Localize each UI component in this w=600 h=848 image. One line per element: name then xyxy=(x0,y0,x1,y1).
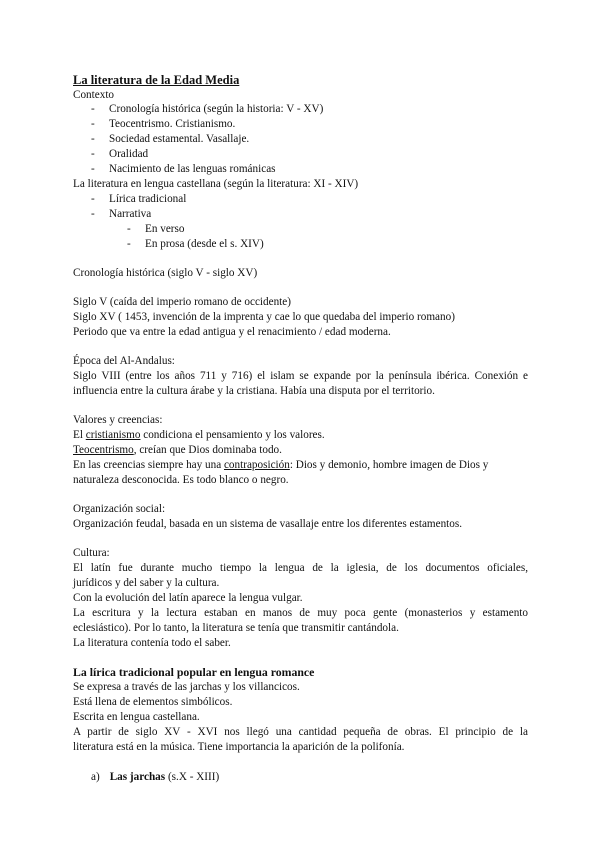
paragraph-line: El latín fue durante mucho tiempo la lengua de la iglesia, de los documentos oficiales, xyxy=(73,562,528,574)
cronologia-heading: Cronología histórica (siglo V - siglo XV) xyxy=(73,267,258,279)
valores-heading: Valores y creencias: xyxy=(73,414,163,426)
list-item: Sociedad estamental. Vasallaje. xyxy=(109,133,250,145)
underlined-term: contraposición xyxy=(223,459,290,471)
bullet-dash: - xyxy=(91,133,95,145)
paragraph-line: A partir de siglo XV - XVI nos llegó una cantidad pequeña de obras. El principio de la xyxy=(73,726,528,738)
bullet-dash: - xyxy=(91,118,95,130)
andalus-heading: Época del Al-Andalus: xyxy=(73,355,175,367)
paragraph-line: La literatura contenía todo el saber. xyxy=(73,637,231,649)
text-run: , creían que Dios dominaba todo. xyxy=(133,444,282,456)
list-item: Nacimiento de las lenguas románicas xyxy=(109,163,276,175)
bullet-dash: - xyxy=(127,223,131,235)
paragraph-line: eclesiástico). Por lo tanto, la literatura se tenía que transmitir cantándola. xyxy=(73,622,399,634)
text-run: condiciona el pensamiento y los valores. xyxy=(140,429,325,441)
paragraph-line: Siglo XV ( 1453, invención de la imprenta y cae lo que quedaba del imperio romano) xyxy=(73,311,455,323)
lirica-heading: La lírica tradicional popular en lengua romance xyxy=(73,665,315,679)
text-run: En las creencias siempre hay una xyxy=(73,459,224,471)
jarchas-item xyxy=(91,770,219,785)
paragraph-line: Siglo V (caída del imperio romano de occidente) xyxy=(73,296,291,308)
organizacion-heading: Organización social: xyxy=(73,503,166,515)
bullet-dash: - xyxy=(91,148,95,160)
underlined-term: Teocentrismo xyxy=(73,444,134,456)
paragraph-line: Siglo VIII (entre los años 711 y 716) el islam se expande por la península ibérica. Conexión e xyxy=(73,370,528,382)
list-item: Lírica tradicional xyxy=(109,193,187,205)
bullet-dash: - xyxy=(127,238,131,250)
paragraph-line: influencia entre la cultura árabe y la cristiana. Había una disputa por el territorio. xyxy=(73,385,435,397)
paragraph-line: Con la evolución del latín aparece la lengua vulgar. xyxy=(73,592,303,604)
paragraph-line xyxy=(73,428,325,443)
sub-list-item: En verso xyxy=(145,223,185,235)
sub-list-item: En prosa (desde el s. XIV) xyxy=(145,238,264,250)
jarchas-label: Las jarchas xyxy=(109,771,166,783)
list-item: Cronología histórica (según la historia: V - XV) xyxy=(109,103,324,115)
list-marker: a) xyxy=(91,771,100,783)
paragraph-line: Escrita en lengua castellana. xyxy=(73,711,200,723)
paragraph-line: La escritura y la lectura estaban en manos de muy poca gente (monasterios y estamento xyxy=(73,607,528,619)
paragraph-line: Organización feudal, basada en un sistema de vasallaje entre los diferentes estamentos. xyxy=(73,518,463,530)
paragraph-line: Se expresa a través de las jarchas y los villancicos. xyxy=(73,681,300,693)
bullet-dash: - xyxy=(91,103,95,115)
text-run: : Dios y demonio, hombre imagen de Dios y xyxy=(289,459,489,471)
bullet-dash: - xyxy=(91,163,95,175)
paragraph-line: Está llena de elementos simbólicos. xyxy=(73,696,233,708)
paragraph-line: naturaleza desconocida. Es todo blanco o negro. xyxy=(73,474,289,486)
cultura-heading: Cultura: xyxy=(73,547,110,559)
list-item: Teocentrismo. Cristianismo. xyxy=(109,118,236,130)
underlined-term: cristianismo xyxy=(85,429,141,441)
bullet-dash: - xyxy=(91,193,95,205)
paragraph-line xyxy=(73,458,488,473)
contexto-heading: Contexto xyxy=(73,89,115,101)
jarchas-range: (s.X - XIII) xyxy=(165,771,220,783)
text-run: El xyxy=(73,429,86,441)
page-title: La literatura de la Edad Media xyxy=(73,73,240,87)
lit-castellana-heading: La literatura en lengua castellana (según la literatura: XI - XIV) xyxy=(73,178,359,190)
paragraph-line: literatura está en la música. Tiene importancia la aparición de la polifonía. xyxy=(73,741,405,753)
bullet-dash: - xyxy=(91,208,95,220)
list-item: Oralidad xyxy=(109,148,149,160)
paragraph-line: jurídicos y del saber y la cultura. xyxy=(73,577,220,589)
paragraph-line xyxy=(73,443,282,458)
list-item: Narrativa xyxy=(109,208,152,220)
paragraph-line: Periodo que va entre la edad antigua y el renacimiento / edad moderna. xyxy=(73,326,391,338)
